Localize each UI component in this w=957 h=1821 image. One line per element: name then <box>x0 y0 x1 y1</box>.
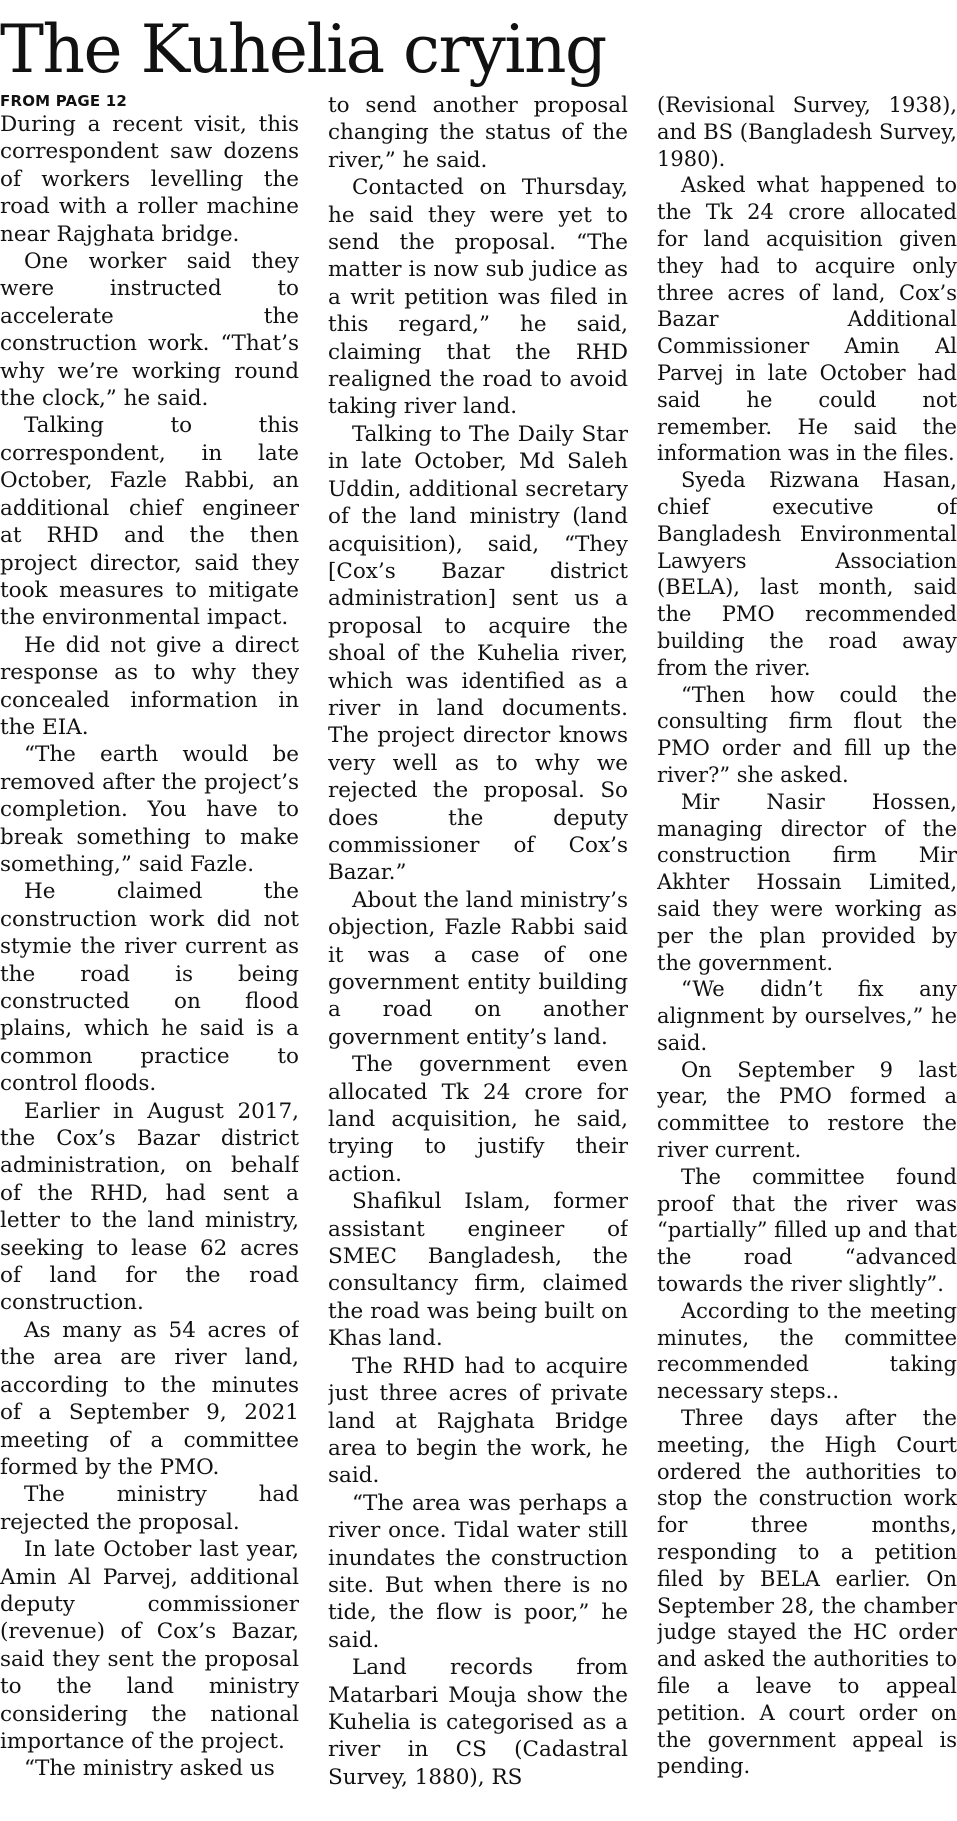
paragraph: “We didn’t fix any alignment by ourselves,” he said. <box>657 977 957 1055</box>
paragraph: The ministry had rejected the proposal. <box>0 1482 299 1535</box>
paragraph: to send another proposal changing the status of the river,” he said. <box>328 93 628 173</box>
paragraph: “The ministry asked us <box>24 1756 275 1782</box>
paragraph: On September 9 last year, the PMO formed a committee to restore the river current. <box>657 1057 957 1163</box>
paragraph: In late October last year, Amin Al Parvej, additional deputy commissioner (revenue) of Cox’s Bazar, said they sent the proposal to the land ministry considering the national importance of the project. <box>0 1537 299 1754</box>
paragraph: Contacted on Thursday, he said they were yet to send the proposal. “The matter is now sub judice as a writ petition was filed in this regard,” he said, claiming that the RHD realigned the road to avoid taking river land. <box>328 175 628 420</box>
paragraph: “Then how could the consulting firm flout the PMO order and fill up the river?” she asked. <box>657 682 957 787</box>
paragraph: As many as 54 acres of the area are river land, according to the minutes of a September 9, 2021 meeting of a committee formed by the PMO. <box>0 1317 299 1480</box>
paragraph: Syeda Rizwana Hasan, chief executive of Bangladesh Environmental Lawyers Association (BELA), last month, said the PMO recommended building the road away from the river. <box>657 468 957 680</box>
continuation-kicker: FROM PAGE 12 <box>0 92 127 110</box>
paragraph: The government even allocated Tk 24 crore for land acquisition, he said, trying to justify their action. <box>328 1052 628 1187</box>
paragraph: One worker said they were instructed to accelerate the construction work. “That’s why we’re working round the clock,” he said. <box>0 249 299 412</box>
headline: The Kuhelia crying <box>0 11 606 88</box>
paragraph: Land records from Matarbari Mouja show the Kuhelia is categorised as a river in CS (Cadastral Survey, 1880), RS <box>328 1655 628 1790</box>
paragraph: Shafikul Islam, former assistant engineer of SMEC Bangladesh, the consultancy firm, claimed the road was being built on Khas land. <box>328 1189 628 1352</box>
paragraph: (Revisional Survey, 1938), and BS (Bangladesh Survey, 1980). <box>657 93 957 171</box>
paragraph: According to the meeting minutes, the committee recommended taking necessary steps.. <box>657 1298 957 1404</box>
paragraph: During a recent visit, this correspondent saw dozens of workers levelling the road with a roller machine near Rajghata bridge. <box>0 112 299 247</box>
paragraph: “The earth would be removed after the project’s completion. You have to break something to make something,” said Fazle. <box>0 742 299 877</box>
paragraph: “The area was perhaps a river once. Tidal water still inundates the construction site. But when there is no tide, the flow is poor,” he said. <box>328 1490 628 1653</box>
paragraph: Asked what happened to the Tk 24 crore allocated for land acquisition given they had to acquire only three acres of land, Cox’s Bazar Additional Commissioner Amin Al Parvej in late October had said he could not remember. He said the information was in the files. <box>657 173 957 466</box>
paragraph: Earlier in August 2017, the Cox’s Bazar district administration, on behalf of the RHD, had sent a letter to the land ministry, seeking to lease 62 acres of land for the road construction. <box>0 1098 299 1316</box>
article-columns <box>0 92 957 1814</box>
paragraph: He did not give a direct response as to why they concealed information in the EIA. <box>0 632 299 740</box>
paragraph: Mir Nasir Hossen, managing director of the construction firm Mir Akhter Hossain Limited, said they were working as per the plan provided by the government. <box>657 789 957 975</box>
article-column-2 <box>328 92 628 1814</box>
paragraph: Talking to The Daily Star in late October, Md Saleh Uddin, additional secretary of the land ministry (land acquisition), said, “They [Cox’s Bazar district administration] sent us a proposal to acquire the shoal of the Kuhelia river, which was identified as a river in land documents. The project director knows very well as to why we rejected the proposal. So does the deputy commissioner of Cox’s Bazar.” <box>328 421 628 886</box>
paragraph: Talking to this correspondent, in late October, Fazle Rabbi, an additional chief engineer at RHD and the then project director, said they took measures to mitigate the environmental impact. <box>0 413 299 631</box>
article-column-1 <box>0 92 299 1814</box>
paragraph: The RHD had to acquire just three acres of private land at Rajghata Bridge area to begin the work, he said. <box>328 1353 628 1489</box>
paragraph: The committee found proof that the river was “partially” filled up and that the road “advanced towards the river slightly”. <box>657 1164 957 1297</box>
paragraph: About the land ministry’s objection, Fazle Rabbi said it was a case of one government entity building a road on another government entity’s land. <box>328 887 628 1050</box>
article-column-3 <box>657 92 957 1814</box>
paragraph: Three days after the meeting, the High Court ordered the authorities to stop the construction work for three months, responding to a petition filed by BELA earlier. On September 28, the chamber judge stayed the HC order and asked the authorities to file a leave to appeal petition. A court order on the government appeal is pending. <box>657 1406 957 1779</box>
paragraph: He claimed the construction work did not stymie the river current as the road is being constructed on flood plains, which he said is a common practice to control floods. <box>0 879 299 1097</box>
